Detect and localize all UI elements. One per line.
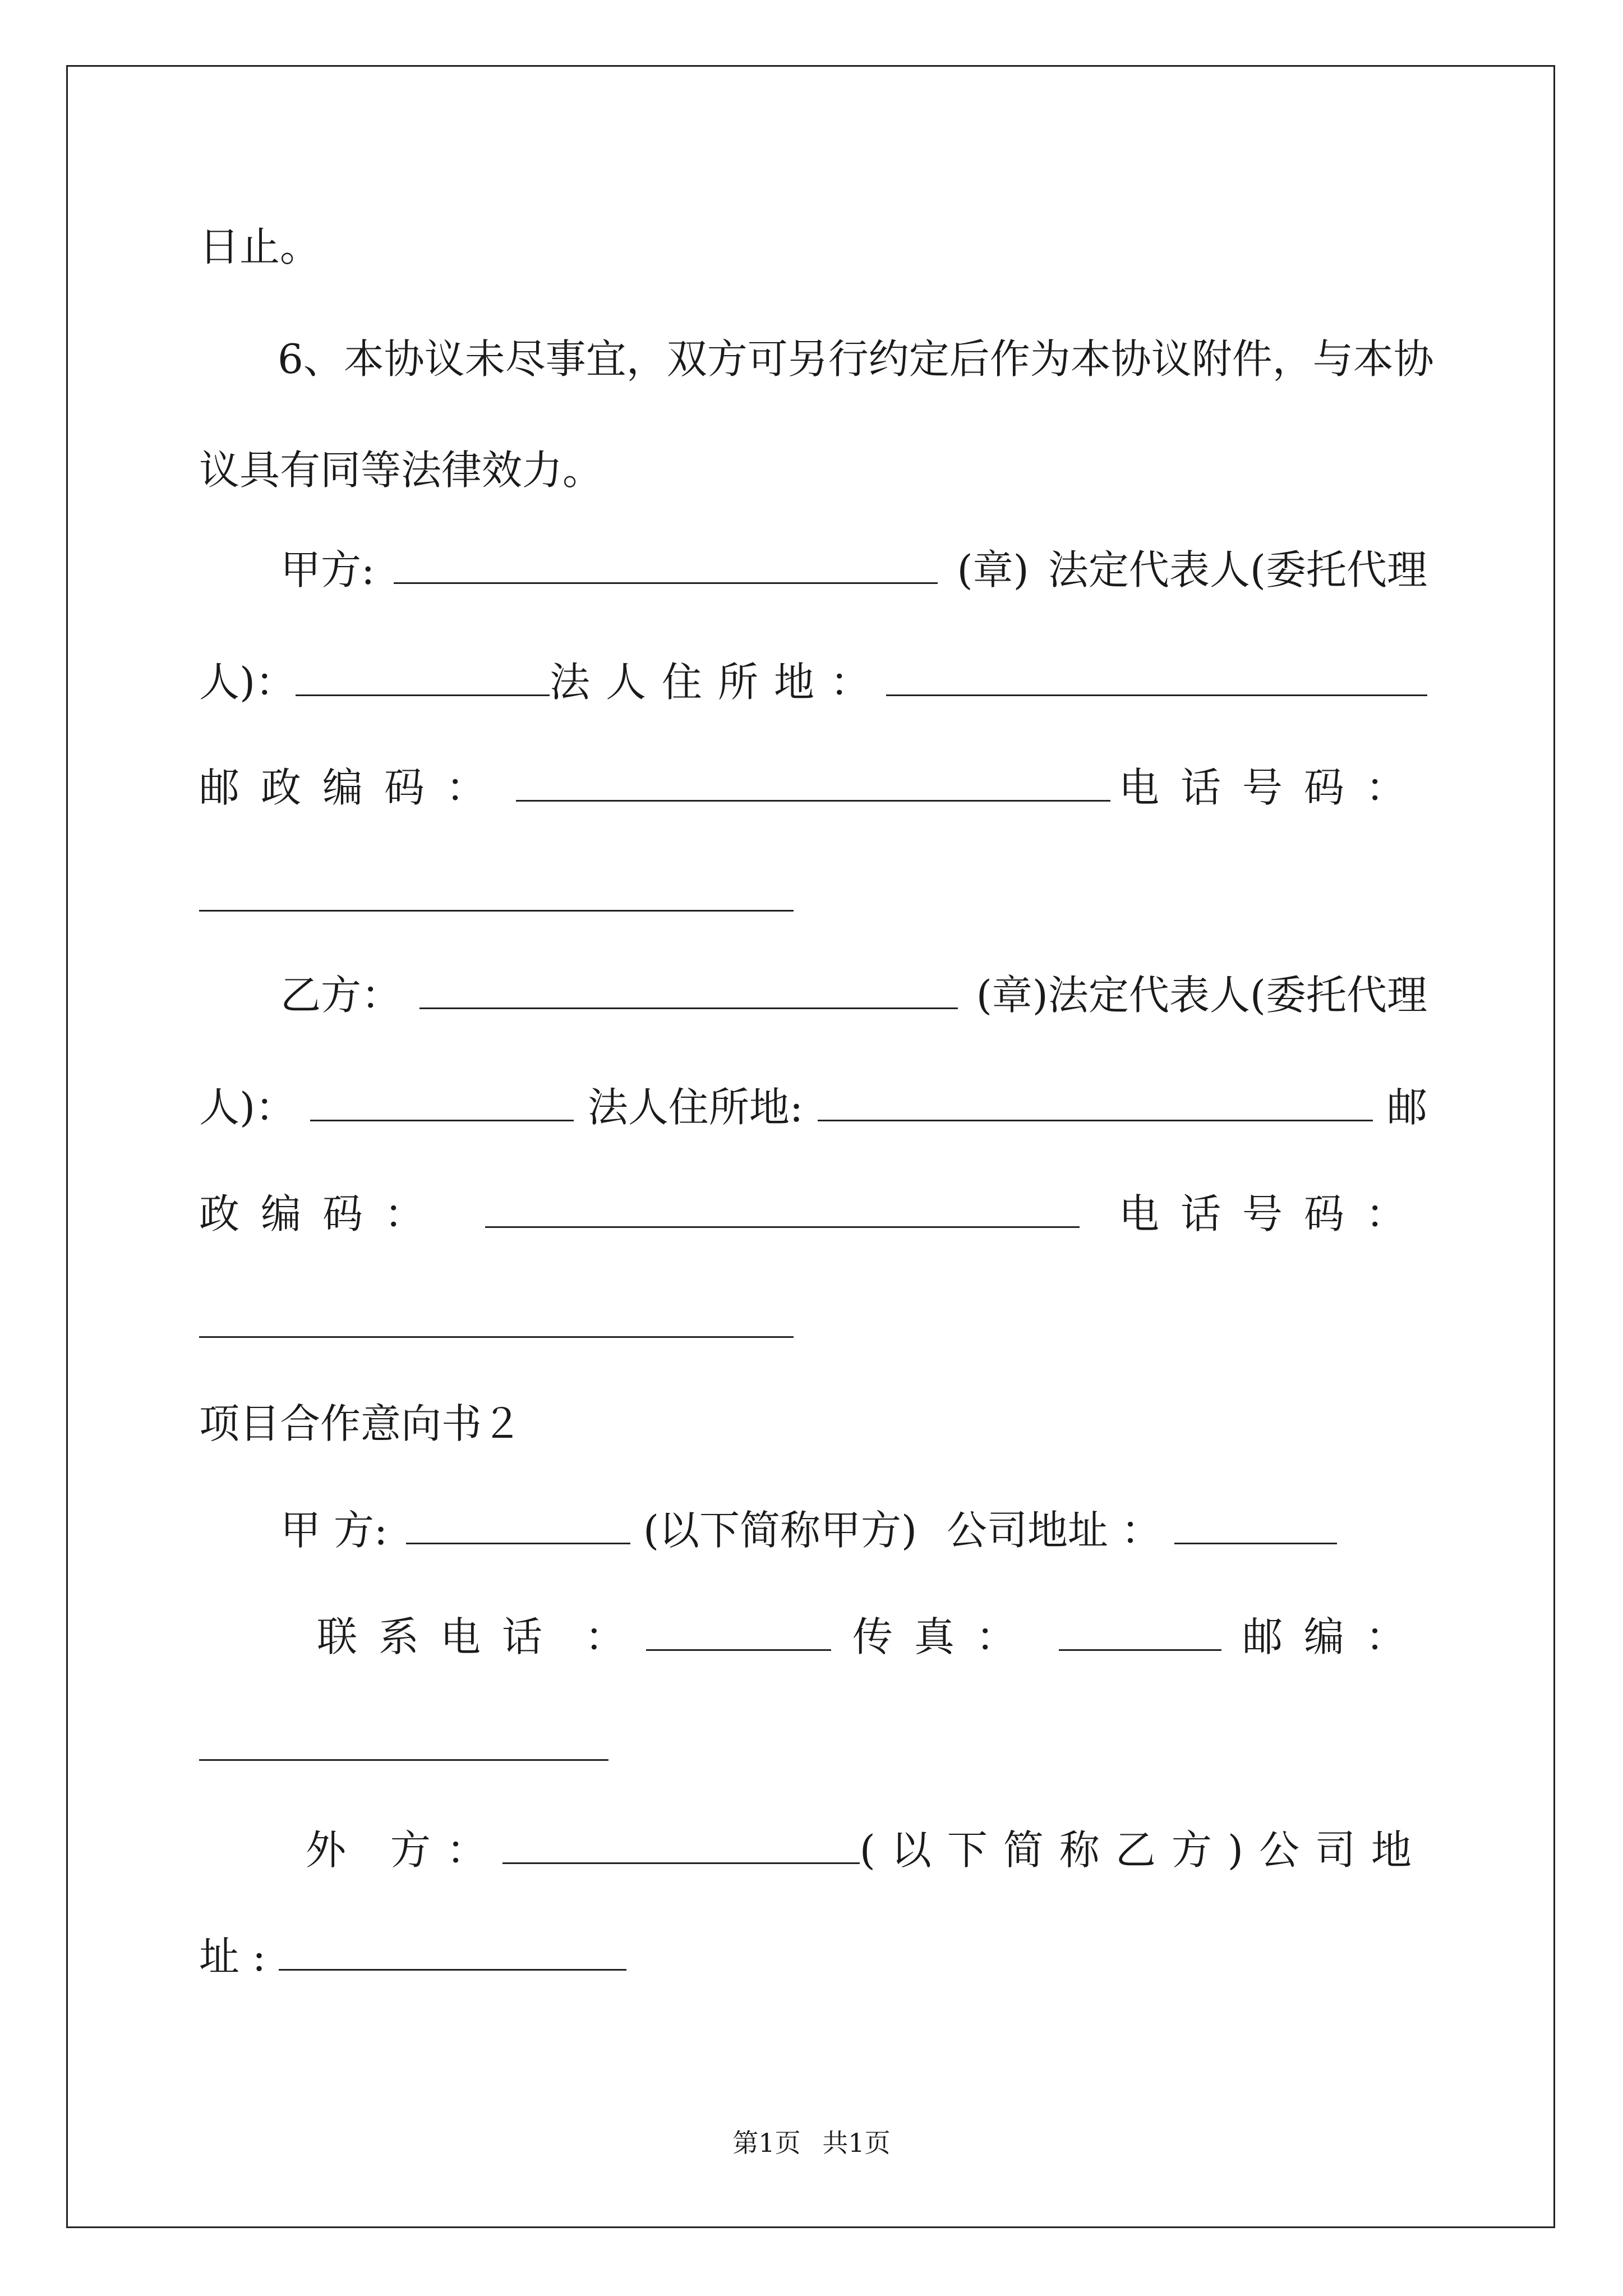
party-a-line4 xyxy=(199,871,1427,924)
text-fragment: ： xyxy=(584,1613,625,1660)
party-b-line4 xyxy=(199,1297,1427,1351)
legal-rep-blank xyxy=(310,1086,574,1121)
company-address-blank xyxy=(279,1935,626,1971)
address-label: 法人住所地： xyxy=(550,659,887,706)
party-a-line2 xyxy=(199,655,1427,709)
postcode-blank xyxy=(485,1193,1080,1228)
seal-label: (章) xyxy=(957,546,1029,593)
postcode-label: 政编码： xyxy=(199,1190,446,1237)
party-b-line1 xyxy=(199,968,1427,1022)
address-label: 法人住所地: xyxy=(587,1084,804,1131)
postcode-blank xyxy=(516,766,1110,802)
phone-label: 电话号码： xyxy=(1118,1190,1427,1237)
party-a2-label: 甲 方: xyxy=(280,1507,388,1554)
party-a2-line2 xyxy=(317,1610,1427,1664)
legal-rep-label: 法定代表人(委托代理 xyxy=(1048,546,1427,593)
text-fragment: 邮 xyxy=(1242,1613,1283,1660)
foreign-party-name-blank xyxy=(502,1829,860,1864)
party-b-line3 xyxy=(199,1187,1427,1241)
fax-label: 传真： xyxy=(852,1613,1038,1660)
contact-phone-label: 联系电话 xyxy=(317,1613,564,1660)
party-a2-line3 xyxy=(199,1720,1427,1774)
section-title xyxy=(199,1397,1427,1451)
contact-phone-blank xyxy=(646,1616,831,1651)
phone-blank xyxy=(199,876,794,912)
text-fragment: 邮 xyxy=(1386,1084,1427,1131)
party-b-name-blank xyxy=(419,974,958,1009)
page-number: 第1页 xyxy=(732,2128,801,2158)
page-border xyxy=(66,65,1555,2228)
legal-rep-blank xyxy=(296,661,550,696)
party-a-label: 甲方: xyxy=(280,546,375,593)
abbr-label: (以下简称乙方) xyxy=(859,1826,1259,1874)
paragraph-6-line2 xyxy=(199,443,1427,497)
postcode-label: 编： xyxy=(1303,1613,1427,1660)
party-b-line2 xyxy=(199,1080,1427,1134)
text-fragment: 议具有同等法律效力。 xyxy=(199,447,603,494)
party-a2-name-blank xyxy=(406,1509,630,1544)
company-address-label: 公司地 xyxy=(1258,1826,1427,1874)
text-fragment: 日止。 xyxy=(199,223,321,270)
phone-label: 电话号码： xyxy=(1118,764,1427,811)
postcode-blank xyxy=(199,1726,608,1761)
text-fragment: 人)： xyxy=(199,1084,296,1131)
text-fragment: 址 : xyxy=(199,1933,266,1980)
text-line xyxy=(199,220,1427,274)
text-fragment: 人)： xyxy=(199,659,296,706)
company-address-label: 公司地址 ： xyxy=(947,1507,1161,1554)
page-total: 共1页 xyxy=(822,2128,891,2158)
foreign-party-label: 外 方： xyxy=(306,1826,502,1874)
text-fragment: 6、本协议未尽事宜，双方可另行约定后作为本协议附件，与本协 xyxy=(278,335,1434,383)
paragraph-6-line1 xyxy=(199,332,1434,386)
foreign-party-line1 xyxy=(199,1823,1427,1877)
address-blank xyxy=(886,661,1427,696)
seal-legal-rep-label: (章)法定代表人(委托代理 xyxy=(976,972,1427,1019)
party-b-label: 乙方： xyxy=(280,972,402,1019)
party-a2-line1 xyxy=(199,1503,1427,1557)
party-a-line1 xyxy=(199,543,1427,597)
abbr-label: (以下简称甲方) xyxy=(643,1507,917,1554)
address-blank xyxy=(818,1086,1373,1121)
party-a-name-blank xyxy=(394,549,938,584)
party-a-line3 xyxy=(199,761,1427,815)
foreign-party-line2 xyxy=(199,1930,1427,1984)
phone-blank xyxy=(199,1303,794,1338)
postcode-label: 邮政编码： xyxy=(199,764,508,811)
company-address-blank xyxy=(1174,1509,1337,1544)
page-footer xyxy=(0,2126,1623,2160)
fax-blank xyxy=(1059,1616,1221,1651)
title-text: 项目合作意向书２ xyxy=(199,1400,523,1447)
